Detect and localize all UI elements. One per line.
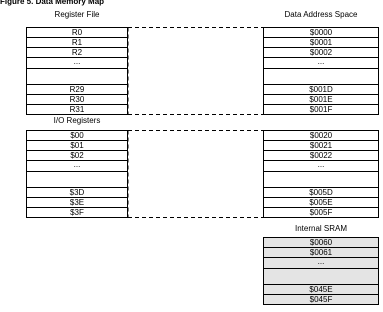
address-cell-001d: $001D — [263, 84, 379, 95]
sram-cell-045e: $045E — [263, 284, 379, 295]
internal-sram-heading: Internal SRAM — [294, 224, 348, 233]
address-cell-005f: $005F — [263, 207, 379, 218]
figure-caption: Figure 5. Data Memory Map — [0, 0, 105, 6]
register-cell-r31: R31 — [26, 104, 128, 115]
address-cell-001e: $001E — [263, 94, 379, 105]
address-cell-0002: $0002 — [263, 47, 379, 58]
sram-cell-ellipsis: ... — [263, 257, 379, 269]
io-cell-3f: $3F — [26, 207, 128, 218]
address-cell-0020: $0020 — [263, 130, 379, 141]
io-cell-3e: $3E — [26, 197, 128, 208]
sram-cell-0060: $0060 — [263, 237, 379, 248]
io-cell-3d: $3D — [26, 187, 128, 198]
address-cell-0022: $0022 — [263, 150, 379, 161]
io-registers-heading: I/O Registers — [53, 116, 101, 125]
address-cell-001f: $001F — [263, 104, 379, 115]
io-cell-01: $01 — [26, 140, 128, 151]
register-cell-r29: R29 — [26, 84, 128, 95]
io-cell-00: $00 — [26, 130, 128, 141]
address-io-ellipsis: ... — [263, 160, 379, 172]
register-file-heading: Register File — [54, 10, 100, 19]
address-cell-005e: $005E — [263, 197, 379, 208]
io-cell-02: $02 — [26, 150, 128, 161]
address-cell-005d: $005D — [263, 187, 379, 198]
address-cell-0000: $0000 — [263, 27, 379, 38]
register-cell-r30: R30 — [26, 94, 128, 105]
register-cell-r2: R2 — [26, 47, 128, 58]
register-cell-r1: R1 — [26, 37, 128, 48]
sram-cell-0061: $0061 — [263, 247, 379, 258]
register-cell-ellipsis: ... — [26, 57, 128, 69]
sram-cell-045f: $045F — [263, 294, 379, 305]
address-cell-0021: $0021 — [263, 140, 379, 151]
io-cell-ellipsis: ... — [26, 160, 128, 172]
data-address-space-heading: Data Address Space — [284, 10, 358, 19]
address-cell-ellipsis: ... — [263, 57, 379, 69]
register-cell-r0: R0 — [26, 27, 128, 38]
address-cell-0001: $0001 — [263, 37, 379, 48]
